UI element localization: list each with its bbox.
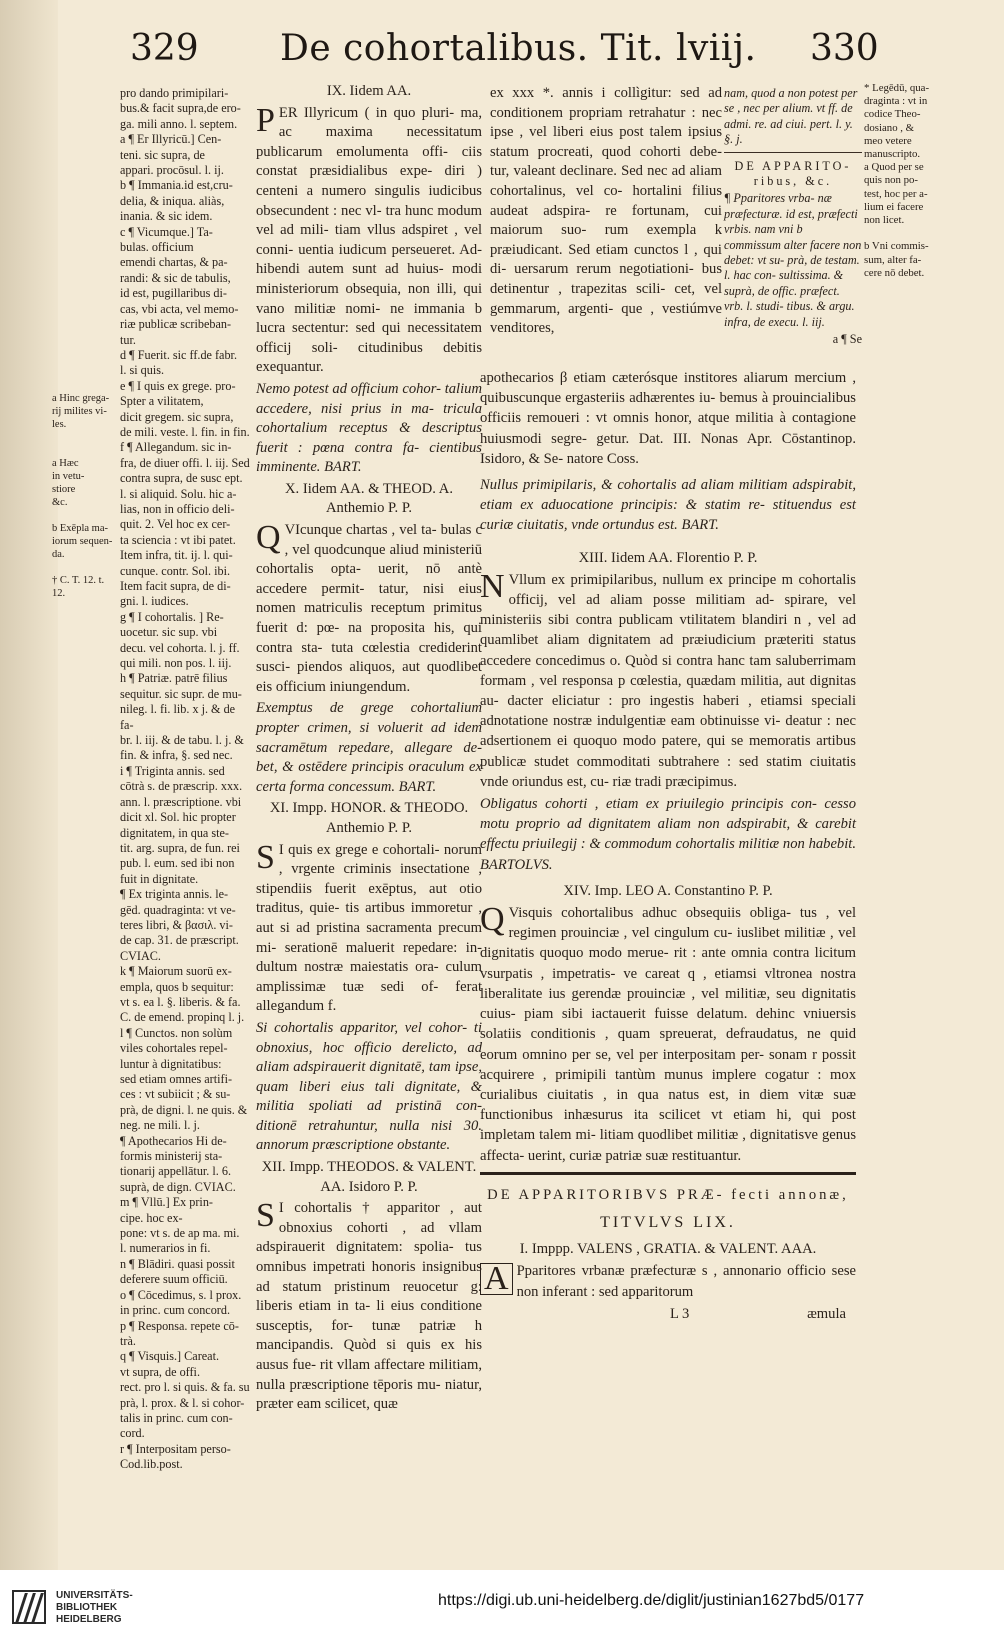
gloss-line: c ¶ Vicumque.] Ta- bbox=[120, 224, 213, 239]
gloss-line: bus.& facit supra,de ero- bbox=[120, 101, 241, 116]
gloss-line: prà, l. prox. & l. si cohor- bbox=[120, 1395, 245, 1410]
gloss-line: ga. mili anno. l. septem. bbox=[120, 116, 238, 131]
gloss-line: uocetur. sic sup. vbi bbox=[120, 625, 218, 640]
text-column-right-wide bbox=[480, 368, 856, 1326]
drop-initial-s2: S bbox=[256, 1197, 275, 1235]
gloss-right-heading: DE APPARITO- ribus, &c. bbox=[734, 158, 852, 189]
drop-initial-s: S bbox=[256, 838, 275, 876]
gloss-line: bulas. officium bbox=[120, 240, 194, 255]
gloss-right-top: nam, quod a non potest per se , nec per alium. vt ff. de admi. re. ad ciui. pert. l. y. §. j. bbox=[724, 86, 858, 147]
gloss-line: teres libri, & βασιλ. vi- bbox=[120, 917, 233, 932]
law-heading-11: XI. Impp. HONOR. & THEODO. Anthemio P. P. bbox=[269, 800, 469, 836]
gloss-line: deferere suum officiū. bbox=[120, 1272, 228, 1287]
gloss-line: id est, pugillaribus di- bbox=[120, 286, 227, 301]
gloss-line: vt supra, de offi. bbox=[120, 1364, 200, 1379]
outer-note-line: stiore bbox=[52, 484, 76, 495]
gloss-line: vt s. ea l. §. liberis. & fa. bbox=[120, 994, 241, 1009]
outer-note-line: rij milites vi- bbox=[52, 406, 107, 417]
gloss-line: qui mili. non pos. l. iij. bbox=[120, 656, 232, 671]
law-heading-12: XII. Impp. THEODOS. & VALENT. AA. Isidoro P. P. bbox=[261, 1159, 477, 1195]
outer-note-line bbox=[52, 431, 118, 444]
gloss-line: rect. pro l. si quis. & fa. su bbox=[120, 1380, 250, 1395]
gloss-line: l. numerarios in fi. bbox=[120, 1241, 211, 1256]
gloss-line: d ¶ Fuerit. sic ff.de fabr. bbox=[120, 347, 237, 362]
gloss-line: contra supra, de susc ept. bbox=[120, 471, 243, 486]
section-title: DE APPARITORIBVS PRÆ- fecti annonæ, bbox=[487, 1186, 849, 1203]
gloss-line: dignitatem, in qua ste- bbox=[120, 825, 229, 840]
gloss-line: cunque. contr. Sol. ibi. bbox=[120, 563, 231, 578]
gloss-line: tit. arg. supra, de fun. rei bbox=[120, 840, 240, 855]
gloss-line: r ¶ Interpositam perso- bbox=[120, 1441, 231, 1456]
outer-note-line: a Hæc bbox=[52, 458, 79, 469]
titulus-heading: TITVLVS LIX. bbox=[600, 1213, 736, 1231]
outer-note-line: &c. bbox=[52, 497, 68, 508]
gloss-line: o ¶ Cōcedimus, s. l prox. bbox=[120, 1287, 242, 1302]
gloss-line: dicit gregem. sic supra, bbox=[120, 409, 234, 424]
gloss-line: lias, non in officio deli- bbox=[120, 501, 235, 516]
summary-11: Si cohortalis apparitor, vel cohor- ti obnoxius, hoc officio derelicto, ad aliam adspirauerit dignitatē, tam ipse, quam liberi eius tali dignitate, & militia spoliati ad pristinā con- ditionē retrahuntur, nulla nisi 30. annorum præscriptione obstante. bbox=[256, 1019, 482, 1154]
gloss-line: suprà, de dign. CVIAC. bbox=[120, 1179, 236, 1194]
margin-note-line bbox=[864, 227, 950, 240]
gloss-line: i ¶ Triginta annis. sed bbox=[120, 763, 225, 778]
gloss-line: inania. & sic idem. bbox=[120, 209, 213, 224]
gloss-line: ¶ Apothecarios Hi de- bbox=[120, 1133, 227, 1148]
law-text-11: S I quis ex grege e cohortali- norum , vrgente criminis insectatione , stipendiis fuerit exēptus, aut otio traditus, quie- tis artibus immoretur , aut si ad pristina sacramenta precum mi- serationē maluerit repedare: in- dultum nostræ maiestatis ora- culum amplissimæ tuæ sedi of- ferat allegandum f. bbox=[256, 838, 482, 1015]
law-heading-13: XIII. Iidem AA. Florentio P. P. bbox=[578, 549, 758, 566]
law-text-13: N Vllum ex primipilaribus, nullum ex principe m cohortalis officij, vel ad aliam posse militiam ad- spirare, vel ministeriis sibi contra publicam vtilitatem blandiri n , vel ad quamlibet aliam dignitatem ad præiudicium præteriti status accedere concedimus o. Quòd si contra hanc tam saluberrimam formam , vel responsa p cœlestia, quædam militia, aut dignitas au- dacter eliciatur : pro ingestis haberi , etiamsi speciali adnotatione nostræ indulgentiæ eam obtinuisse vi- deatur : nec adsertionem ei quoquo modo patere, qui se memoratis artibus publicæ studet commoditati subtrahere : sed statim ciuitatis vnde oriundus est, cu- riæ tradi præcipimus. bbox=[480, 567, 856, 790]
law-heading-14: XIV. Imp. LEO A. Constantino P. P. bbox=[563, 882, 773, 899]
gloss-line: luntur à dignitatibus: bbox=[120, 1056, 222, 1071]
far-margin-notes bbox=[864, 82, 950, 280]
gloss-line: talis in princ. cum con- bbox=[120, 1410, 233, 1425]
gloss-line: fin. & infra, §. sed nec. bbox=[120, 748, 233, 763]
gloss-line: f ¶ Allegandum. sic in- bbox=[120, 440, 232, 455]
gloss-column-left bbox=[120, 86, 250, 1473]
gloss-line: Spter a vilitatem, bbox=[120, 394, 204, 409]
gloss-line: empla, quos b sequitur: bbox=[120, 979, 234, 994]
gloss-line: dicit xl. Sol. hic propter bbox=[120, 810, 236, 825]
gloss-line: pone: vt s. de ap ma. mi. bbox=[120, 1226, 240, 1241]
summary-9: Nemo potest ad officium cohor- talium accedere, nisi prius in ma- tricula cohortalium receptus & descriptus fuerit : pœna contra fa- cientibus imminente. BART. bbox=[256, 380, 482, 476]
margin-note-line: sum, alter fa- bbox=[864, 253, 922, 266]
margin-note-line: manuscripto. bbox=[864, 148, 921, 161]
drop-initial-q: Q bbox=[256, 519, 281, 557]
signature-mark: L 3 bbox=[670, 1305, 690, 1322]
library-logo-icon bbox=[12, 1590, 46, 1624]
gloss-line: prà, de digni. l. ne quis. & bbox=[120, 1102, 248, 1117]
page-number-left: 329 bbox=[130, 28, 199, 69]
gloss-line: nileg. l. fi. lib. x j. & de fa- bbox=[120, 702, 236, 732]
outer-note-line: les. bbox=[52, 419, 67, 430]
gloss-line: Item infra, tit. ij. l. qui- bbox=[120, 548, 233, 563]
gloss-line: br. l. iij. & de tabu. l. j. & bbox=[120, 733, 244, 748]
drop-initial-q2: Q bbox=[480, 901, 505, 939]
gloss-line: ces : vt subiicit ; & su- bbox=[120, 1087, 231, 1102]
outer-note-line: da. bbox=[52, 549, 65, 560]
page-number-right: 330 bbox=[810, 28, 879, 69]
outer-note-line bbox=[52, 561, 118, 574]
gloss-line: sed etiam omnes artifi- bbox=[120, 1072, 233, 1086]
law-text-12: S I cohortalis † apparitor , aut obnoxius cohorti , ad vllam adspirauerit dignitatem: spolia- tus omnibus impetrati honoris insignibus ad statum pristinum reuocetur g: liberis etiam in ta- li eius conditione susceptis, for- tunæ patriæ h mancipandis. Quòd si quis ex his ausus fue- rit vllam affectare militiam, nulla præscriptione tēporis mu- niatur, præter eam scilicet, quæ bbox=[256, 1197, 482, 1413]
margin-note-line: non licet. bbox=[864, 214, 905, 227]
gloss-line: tur. bbox=[120, 332, 136, 347]
outer-note-line bbox=[52, 444, 118, 457]
outer-note-line: † C. T. 12. t. bbox=[52, 575, 105, 586]
outer-note-line: in vetu- bbox=[52, 471, 85, 482]
margin-note-line: * Legēdū, qua- bbox=[864, 82, 930, 94]
summary-13: Obligatus cohorti , etiam ex priuilegio principis con- cesso motu proprio ad dignitatem aliam non adspirabit, & carebit effectu priuilegij : & commodum cohortalis militiæ non habebit. BARTOLVS. bbox=[480, 796, 856, 873]
gloss-line: g ¶ I cohortalis. ] Re- bbox=[120, 609, 224, 624]
gloss-line: n ¶ Blādiri. quasi possit bbox=[120, 1256, 235, 1271]
gloss-line: cord. bbox=[120, 1426, 145, 1441]
text-column-right-top: ex xxx *. annis i collìgitur: sed ad conditionem propriam retrahatur : nec ipse , vel liberi eius post talem ipsius statum procreati, quod cohorti debe- tur, valeant declinare. Sed nec ad aliam cohortalinus, vel co- hortalini filius audeat adspira- re fortunam, cui maiorum suo- rum exempla k præiudicant. Sed etiam cunctos l , qui di- uersarum rerum negotiationi- bus detinentur , trapezitas scili- cet, vel gemmarum, argenti- que , vestiúmve venditores, bbox=[490, 85, 722, 337]
gloss-line: b ¶ Immania.id est,cru- bbox=[120, 178, 233, 193]
gloss-line: riæ publicæ scribeban- bbox=[120, 317, 232, 332]
signature-line bbox=[480, 1304, 856, 1324]
gloss-line: gni. l. iudices. bbox=[120, 594, 189, 609]
gloss-line: trà. bbox=[120, 1333, 136, 1348]
margin-note-line: codice Theo- bbox=[864, 108, 921, 121]
gloss-line: ta sciencia : vt ibi patet. bbox=[120, 532, 236, 547]
outer-margin-notes bbox=[52, 392, 118, 600]
law-text-14: Q Visquis cohortalibus adhuc obsequiis obliga- tus , vel regimen prouinciæ , vel cingulum cu- iuslibet militiæ , vel dignitatis quoquo modo merue- rit : ante omnia contra licitum vsurpatis , impetratis- ve careat q , etiamsi vltronea nostra liberalitate ius gerendæ prouinciæ , vel militiæ, seu dignitatis cuius- piam sibi iactauerit fuisse delatum. dehinc vniuersis solatiis conditionis , quam spreuerat, defraudatus, ne quid eorum omnino per se, vel per interpositam per- sonam r possit acquirere , primipili tantùm munus implere cogatur : mox curialibus ciuitatis , in qua natus est, in diem vitæ suæ functionibus inhæsurus ita scilicet vt etiam hi, qui post impletam talem mi- litiam quodlibet militiæ , dignitatisve genus affecta- uerint, curiæ patriæ suæ restituantur. bbox=[480, 901, 856, 1164]
outer-note-line: iorum sequen- bbox=[52, 536, 113, 547]
gloss-line: de mili. veste. l. fin. in fin. bbox=[120, 424, 250, 439]
gloss-line: cōtrà s. de præscrip. xxx. bbox=[120, 779, 243, 794]
summary-10: Exemptus de grege cohortalium propter crimen, si voluerit ad idem sacramētum repedare, allegare de- bet, & ostēdere principis oraculum ex certa forma concessum. BART. bbox=[256, 700, 482, 795]
law-text-1: A Pparitores vrbanæ præfecturæ s , annonario officio sese non inferant : sed apparitorum bbox=[480, 1261, 856, 1301]
gloss-line: C. de emend. propinq l. j. bbox=[120, 1010, 245, 1025]
gloss-line: decu. vel cohorta. l. j. ff. bbox=[120, 640, 240, 655]
gloss-line: l. si aliquid. Solu. hic a- bbox=[120, 486, 237, 501]
outer-note-line bbox=[52, 509, 118, 522]
gloss-line: quit. 2. Vel hoc ex cer- bbox=[120, 517, 231, 532]
gloss-line: randi: & sic de tabulis, bbox=[120, 270, 231, 285]
gloss-line: a ¶ Er Illyricū.] Cen- bbox=[120, 132, 222, 147]
gloss-line: de cap. 31. de præscript. bbox=[120, 933, 239, 948]
law-text-9: PER Illyricum ( in quo pluri- ma, ac maxima necessitatum publicarum emolumenta offi- ciis constat præsidialibus expe- diri ) centeni a numero singulis iudicibus obsecundent : nec vl- tra hunc modum vel ad mili- tiam vllus adspiret , vel conni- uentia iudicum perseueret. Ad- hibendi autem sunt ad huius- modi ministeriorum obsequia, non illi, qui vano militiæ nomi- ne immania b lucra sectentur: sed qui necessitatem officij soli- citudinibus debitis exequantur. bbox=[256, 101, 482, 376]
gloss-line: gēd. quadraginta: vt ve- bbox=[120, 902, 236, 917]
gloss-line: l. si quis. bbox=[120, 363, 165, 378]
gloss-right-tail: a ¶ Se bbox=[832, 332, 862, 347]
gloss-line: teni. sic supra, de bbox=[120, 147, 205, 162]
outer-note-line: a Hinc grega- bbox=[52, 393, 110, 404]
gloss-line: e ¶ I quis ex grege. pro- bbox=[120, 378, 236, 393]
gloss-line: viles cohortales repel- bbox=[120, 1041, 228, 1056]
gloss-line: Cod.lib.post. bbox=[120, 1457, 183, 1472]
gloss-line: fuit in dignitate. bbox=[120, 871, 199, 886]
gloss-line: sequitur. sic supr. de mu- bbox=[120, 686, 242, 701]
margin-note-line: lium ei facere bbox=[864, 200, 924, 213]
source-url-link[interactable]: https://digi.ub.uni-heidelberg.de/diglit/justinian1627bd5/0177 bbox=[438, 1592, 865, 1609]
margin-note-line: draginta : vt in bbox=[864, 95, 928, 108]
gloss-line: neg. ne mili. l. j. bbox=[120, 1118, 200, 1133]
drop-initial-n: N bbox=[480, 567, 505, 605]
text-column-middle bbox=[256, 82, 482, 1417]
gloss-line: m ¶ Vllū.] Ex prin- bbox=[120, 1195, 213, 1210]
gloss-line: fra, de diuer offi. l. iij. Sed bbox=[120, 455, 250, 470]
gloss-line: CVIAC. bbox=[120, 948, 161, 963]
law-text-10: Q VIcunque chartas , vel ta- bulas c , vel quodcunque aliud ministeriū cohortalis opta- uerit, nō antè accedere permit- tatur, nisi eius nomen matriculis receptum primitus fuerit d: pœ- na proposita his, qui contra sta- tuta cœlestia crediderint susci- piendos aliquos, aut quodlibet eis officium iniungendum. bbox=[256, 519, 482, 695]
gloss-line: delia, & iniqua. aliàs, bbox=[120, 193, 225, 208]
gloss-line: appari. procōsul. l. ij. bbox=[120, 163, 224, 178]
gloss-line: ¶ Ex triginta annis. le- bbox=[120, 887, 229, 902]
law-heading-1: I. Imppp. VALENS , GRATIA. & VALENT. AAA. bbox=[519, 1241, 817, 1258]
gloss-line: tionarij appellātur. l. 6. bbox=[120, 1164, 232, 1179]
gloss-line: pro dando primipilari- bbox=[120, 86, 229, 100]
gloss-line: formis ministerij sta- bbox=[120, 1149, 223, 1164]
gloss-line: cipe. hoc ex- bbox=[120, 1210, 183, 1225]
gloss-line: k ¶ Maiorum suorū ex- bbox=[120, 964, 232, 979]
gloss-line: l ¶ Cunctos. non solùm bbox=[120, 1025, 233, 1040]
gloss-line: cas, vbi acta, vel memo- bbox=[120, 301, 239, 316]
outer-note-line: b Exēpla ma- bbox=[52, 523, 108, 534]
running-title: De cohortalibus. Tit. lviij. bbox=[280, 28, 757, 69]
margin-note-line: b Vni commis- bbox=[864, 240, 929, 253]
drop-initial-p: P bbox=[256, 101, 275, 139]
gloss-rule bbox=[724, 152, 862, 153]
law-heading-9: IX. Iidem AA. bbox=[326, 83, 412, 99]
gloss-line: emendi chartas, & pa- bbox=[120, 255, 228, 270]
gloss-line: q ¶ Visquis.] Careat. bbox=[120, 1349, 220, 1364]
gloss-line: ann. l. præscriptione. vbi bbox=[120, 794, 242, 809]
drop-initial-a: A bbox=[480, 1263, 513, 1295]
margin-note-line: a Quod per se bbox=[864, 161, 924, 174]
gloss-line: Item facit supra, de di- bbox=[120, 579, 231, 593]
section-rule bbox=[480, 1172, 856, 1175]
margin-note-line: quis non po- bbox=[864, 174, 918, 187]
margin-note-line: cere nō debet. bbox=[864, 266, 925, 279]
gloss-line: p ¶ Responsa. repete cō- bbox=[120, 1318, 239, 1333]
page-gutter bbox=[0, 0, 58, 1570]
outer-note-line: 12. bbox=[52, 588, 66, 599]
gloss-right-body: ¶ Pparitores vrba- næ præfecturæ. id est, præfecti vrbis. nam vni b commissum alter facere non debet: vt su- prà, de testam. l. hac con- sultissima. & suprà, de offic. præfect. vrb. l. studi- tibus. & argu. infra, de execu. l. iij. bbox=[724, 191, 862, 329]
margin-note-line: meo vetere bbox=[864, 134, 912, 147]
gloss-line: h ¶ Patriæ. patrē filius bbox=[120, 671, 228, 686]
gloss-line: pub. l. eum. sed ibi non bbox=[120, 856, 235, 871]
gloss-column-right bbox=[724, 86, 862, 350]
law-heading-10: X. Iidem AA. & THEOD. A. Anthemio P. P. bbox=[285, 480, 453, 517]
gloss-line: in princ. cum concord. bbox=[120, 1303, 230, 1318]
summary-12: Nullus primipilaris, & cohortalis ad aliam militiam adspirabit, etiam ex aduocatione principis: & statim re- stituendus est curiæ ciuitatis, vnde ortundus est. BART. bbox=[480, 477, 856, 534]
law-text-12-cont: apothecarios β etiam cæterósque institores aliarum mercium , quibuscunque ergasteriis adhærentes iu- bemus à prouincialibus officiis remoueri : vt omnis honor, atque militia à contagione huiusmodi segre- getur. Dat. III. Nonas Apr. Cōstantinop. Isidoro, & Se- natore Coss. bbox=[480, 370, 856, 467]
margin-note-line: dosiano , & bbox=[864, 121, 915, 134]
library-name: UNIVERSITÄTS- BIBLIOTHEK HEIDELBERG bbox=[56, 1590, 133, 1625]
catchword: æmula bbox=[807, 1305, 846, 1322]
margin-note-line: test, hoc per a- bbox=[864, 187, 928, 200]
